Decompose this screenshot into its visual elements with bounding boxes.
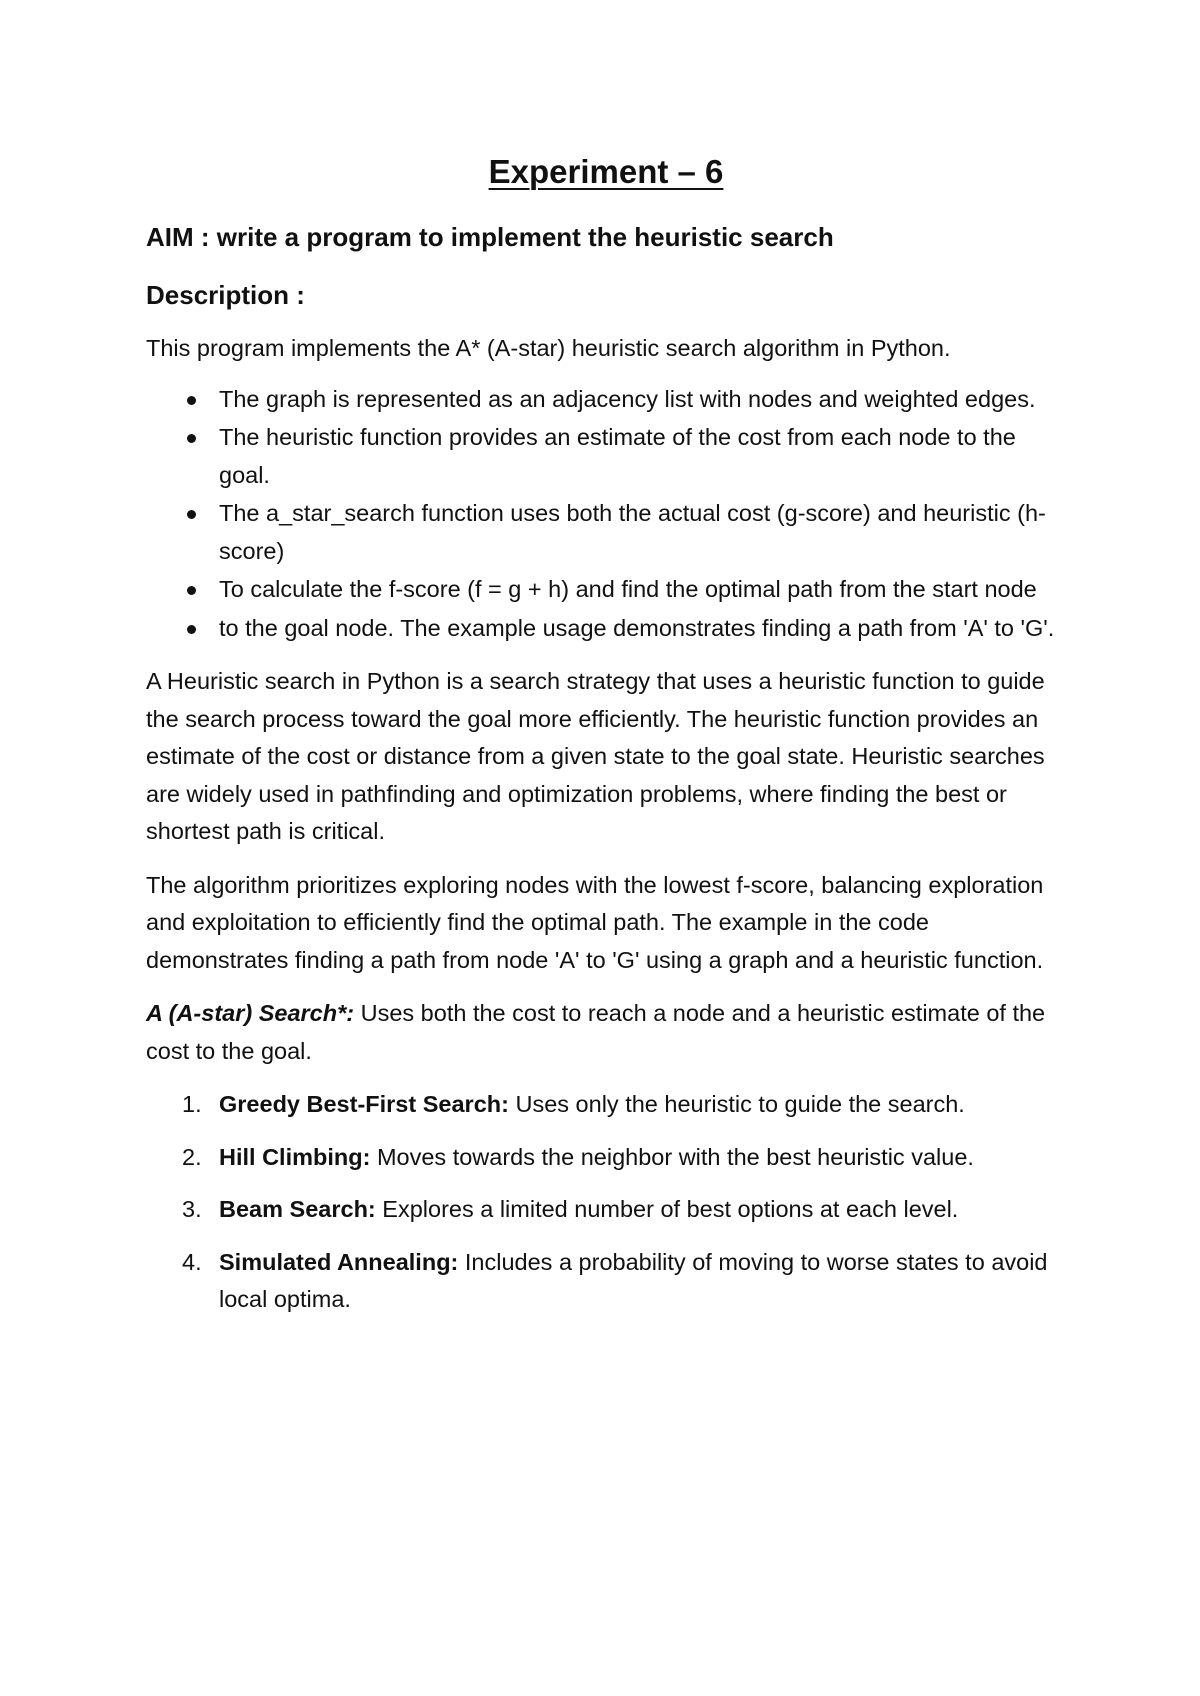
description-heading: Description : <box>146 280 305 310</box>
bullet-text: The graph is represented as an adjacency list with nodes and weighted edges. <box>219 385 1036 412</box>
search-type-name: Beam Search: <box>219 1196 376 1222</box>
list-item <box>146 571 1066 609</box>
search-type-text: Includes a probability of moving to worse states to avoid local optima. <box>219 1248 1048 1312</box>
page-title: Experiment – 6 <box>488 153 724 190</box>
astar-paragraph <box>146 995 1066 1070</box>
list-item <box>146 419 1066 494</box>
heuristic-search-paragraph: A Heuristic search in Python is a search strategy that uses a heuristic function to guide the search process toward the goal more efficiently. The heuristic function provides an estimate of the cost or distance from a given state to the goal state. Heuristic searches are widely used in pathfinding and optimization problems, where finding the best or shortest path is critical. <box>146 668 1045 844</box>
astar-text: Uses both the cost to reach a node and a heuristic estimate of the cost to the goal. <box>146 1000 1046 1064</box>
list-item <box>146 1086 1066 1124</box>
list-item <box>146 1191 1066 1229</box>
astar-label: A (A-star) Search*: <box>146 1000 355 1026</box>
bullet-list <box>146 381 1066 648</box>
bullet-text: The heuristic function provides an estimate of the cost from each node to the goal. <box>219 424 1016 488</box>
bullet-text: To calculate the f-score (f = g + h) and find the optimal path from the start node <box>219 576 1037 602</box>
search-type-text: Uses only the heuristic to guide the search. <box>508 1091 965 1117</box>
bullet-icon <box>187 586 196 595</box>
list-item <box>146 1139 1066 1177</box>
bullet-text: The a_star_search function uses both the actual cost (g-score) and heuristic (h-score) <box>219 500 1046 564</box>
algorithm-paragraph: The algorithm prioritizes exploring nodes with the lowest f-score, balancing exploration and exploitation to efficiently find the optimal path. The example in the code demonstrates finding a path from node 'A' to 'G' using a graph and a heuristic function. <box>146 871 1044 973</box>
search-type-name: Simulated Annealing: <box>219 1248 459 1275</box>
document-content <box>146 148 1066 1334</box>
bullet-text: to the goal node. The example usage demonstrates finding a path from 'A' to 'G'. <box>219 614 1055 641</box>
list-item <box>146 610 1066 648</box>
search-type-text: Explores a limited number of best options at each level. <box>375 1196 959 1222</box>
search-types-list <box>146 1086 1066 1319</box>
bullet-icon <box>187 396 196 405</box>
list-item <box>146 495 1066 570</box>
list-number: 3. <box>182 1196 202 1222</box>
search-type-text: Moves towards the neighbor with the best heuristic value. <box>370 1143 974 1170</box>
list-item <box>146 1244 1066 1319</box>
list-item <box>146 381 1066 419</box>
list-number: 2. <box>182 1143 202 1170</box>
aim-statement: AIM : write a program to implement the heuristic search <box>146 222 834 252</box>
bullet-icon <box>187 434 196 443</box>
intro-paragraph: This program implements the A* (A-star) heuristic search algorithm in Python. <box>146 335 951 361</box>
search-type-name: Hill Climbing: <box>219 1143 371 1170</box>
list-number: 4. <box>182 1248 202 1275</box>
bullet-icon <box>187 625 196 634</box>
bullet-icon <box>187 510 196 519</box>
search-type-name: Greedy Best-First Search: <box>219 1091 509 1117</box>
list-number: 1. <box>182 1091 202 1117</box>
